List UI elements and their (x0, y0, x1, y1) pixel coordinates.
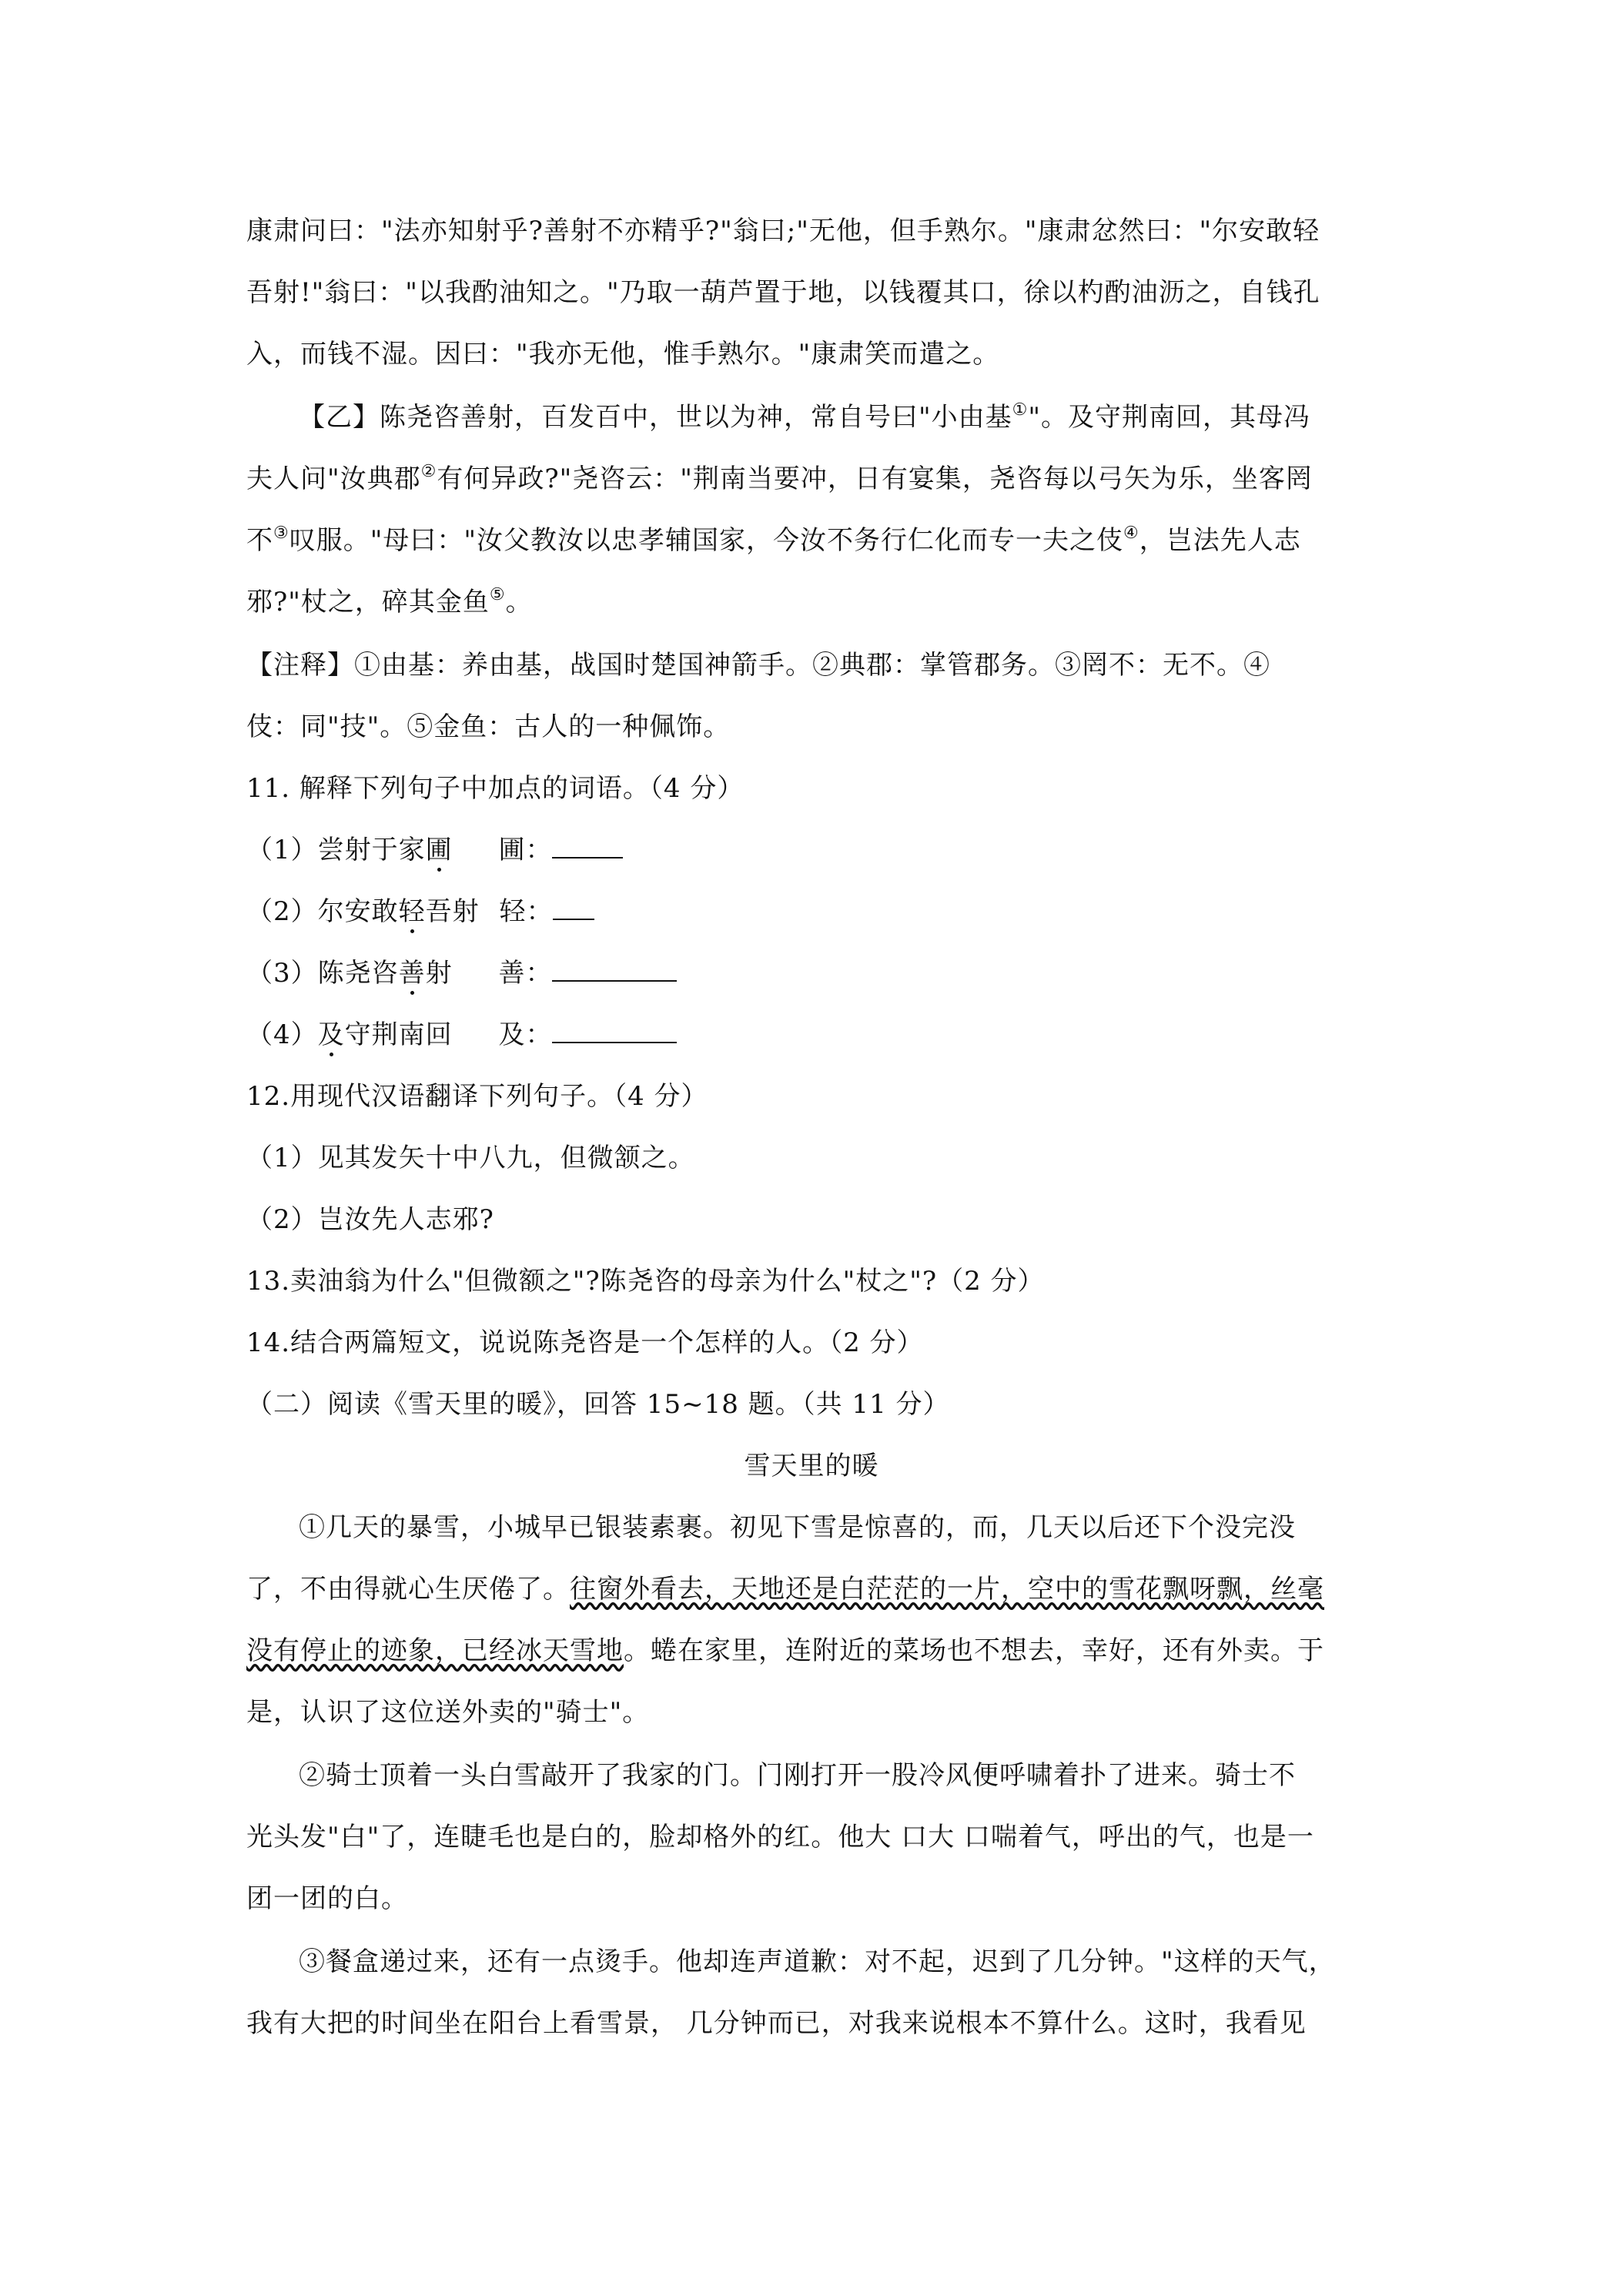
passage-yi-line-4: 邪?"杖之，碎其金鱼⑤。 (246, 585, 533, 618)
story-p3-line-2: 我有大把的时间坐在阳台上看雪景， 几分钟而已，对我来说根本不算什么。这时，我看见 (246, 2008, 1307, 2039)
question-11-item-1: （1）尝射于家圃 圃： (246, 833, 1392, 867)
question-11-item-4: （4）及守荆南回 及： (246, 1018, 1392, 1052)
question-11-item-3: （3）陈尧咨善射 善： (246, 956, 1392, 990)
story-p1-line-4: 是，认识了这位送外卖的"骑士"。 (246, 1697, 650, 1728)
emphasized-word: 及 (317, 1019, 345, 1050)
footnote-marker: ① (1012, 400, 1029, 420)
underlined-sentence: 往窗外看去，天地还是白茫茫的一片，空中的雪花飘呀飘，丝毫 (570, 1574, 1324, 1605)
notes-line-2: 伎：同"技"。⑤金鱼：古人的一种佩饰。 (246, 711, 731, 742)
emphasized-word: 轻 (398, 896, 426, 927)
answer-blank[interactable] (552, 1019, 677, 1043)
answer-blank[interactable] (553, 895, 594, 920)
question-12-title: 12.用现代汉语翻译下列句子。（4 分） (246, 1081, 708, 1112)
footnote-marker: ④ (1123, 524, 1139, 543)
emphasized-word: 善 (398, 958, 426, 989)
question-12-item-2: （2）岂汝先人志邪? (246, 1204, 494, 1235)
question-14: 14.结合两篇短文，说说陈尧咨是一个怎样的人。（2 分） (246, 1327, 924, 1358)
footnote-marker: ③ (273, 524, 289, 543)
story-p1-line-3: 没有停止的迹象，已经冰天雪地。蜷在家里，连附近的菜场也不想去，幸好，还有外卖。于 (246, 1635, 1324, 1666)
question-11-item-2: （2）尔安敢轻吾射 轻： (246, 895, 1392, 929)
answer-blank[interactable] (552, 834, 623, 858)
question-11-title: 11. 解释下列句子中加点的词语。（4 分） (246, 773, 745, 804)
story-p2-line-2: 光头发"白"了，连睫毛也是白的，脸却格外的红。他大 口大 口喘着气，呼出的气，也是一 (246, 1822, 1314, 1853)
story-p2-line-1: ②骑士顶着一头白雪敲开了我家的门。门刚打开一股冷风便呼啸着扑了进来。骑士不 (299, 1760, 1296, 1791)
emphasized-word: 圃 (425, 835, 453, 865)
passage-jia-line-2: 吾射!"翁曰："以我酌油知之。"乃取一葫芦置于地，以钱覆其口，徐以杓酌油沥之，自钱孔 (246, 277, 1320, 308)
story-p2-line-3: 团一团的白。 (246, 1883, 408, 1914)
story-p1-line-2: 了，不由得就心生厌倦了。往窗外看去，天地还是白茫茫的一片，空中的雪花飘呀飘，丝毫 (246, 1574, 1324, 1605)
footnote-marker: ⑤ (489, 585, 506, 604)
footnote-marker: ② (420, 462, 437, 481)
passage-jia-line-3: 入，而钱不湿。因曰："我亦无他，惟手熟尔。"康肃笑而遣之。 (246, 339, 1000, 370)
question-13: 13.卖油翁为什么"但微额之"?陈尧咨的母亲为什么"杖之"?（2 分） (246, 1266, 1045, 1297)
passage-yi-line-2: 夫人问"汝典郡②有何异政?"尧咨云："荆南当要冲，日有宴集，尧咨每以弓矢为乐，坐客罔 (246, 462, 1313, 494)
story-title: 雪天里的暖 (744, 1451, 879, 1481)
notes-line-1: 【注释】①由基：养由基，战国时楚国神箭手。②典郡：掌管郡务。③罔不：无不。④ (246, 650, 1270, 681)
passage-yi-line-3: 不③叹服。"母曰："汝父教汝以忠孝辅国家，今汝不务行仁化而专一夫之伎④，岂法先人志 (246, 524, 1301, 556)
story-p3-line-1: ③餐盒递过来，还有一点烫手。他却连声道歉：对不起，迟到了几分钟。"这样的天气， (299, 1946, 1336, 1977)
passage-jia-line-1: 康肃问曰："法亦知射乎?善射不亦精乎?"翁曰;"无他，但手熟尔。"康肃忿然曰："尔安敢轻 (246, 216, 1320, 246)
story-p1-line-1: ①几天的暴雪，小城早已银装素裹。初见下雪是惊喜的，而，几天以后还下个没完没 (299, 1512, 1296, 1543)
question-12-item-1: （1）见其发矢十中八九，但微颔之。 (246, 1143, 695, 1173)
passage-yi-line-1: 【乙】陈尧咨善射，百发百中，世以为神，常自号曰"小由基①"。及守荆南回，其母冯 (299, 400, 1311, 433)
answer-blank[interactable] (552, 957, 677, 982)
section-2-heading: （二）阅读《雪天里的暖》，回答 15~18 题。（共 11 分） (246, 1389, 950, 1420)
underlined-sentence: 没有停止的迹象，已经冰天雪地 (246, 1635, 624, 1666)
